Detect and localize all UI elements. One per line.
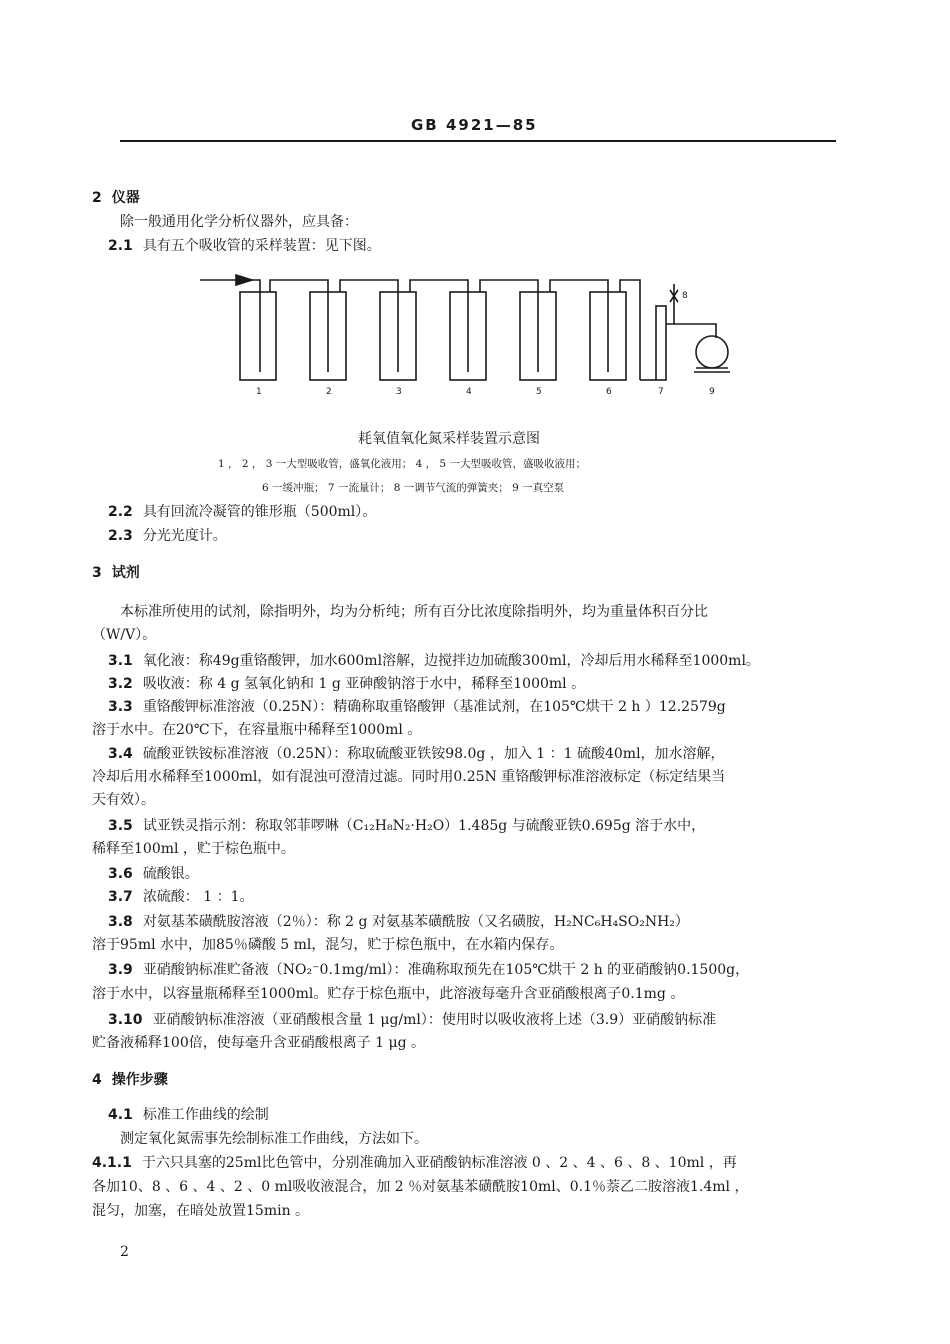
label-6: 6 [606, 387, 612, 397]
vacuum-pump-9 [696, 336, 728, 368]
figure-legend-line-1: 1 ， 2 ， 3 一大型吸收管，盛氧化液用； 4 ， 5 一大型吸收管，盛吸收液用； [218, 458, 586, 470]
header-rule [120, 140, 836, 142]
item-number: 3.8 [108, 914, 133, 930]
item-2-3 [108, 526, 227, 546]
label-5: 5 [536, 387, 542, 397]
section-4-heading [92, 1070, 168, 1090]
label-3: 3 [396, 387, 402, 397]
section-2-title: 仪器 [111, 190, 140, 206]
section-3-intro-line-1: 本标准所使用的试剂，除指明外，均为分析纯；所有百分比浓度除指明外，均为重量体积百分比 [120, 604, 708, 620]
item-3-3-cont: 溶于水中。在20℃下，在容量瓶中稀释至1000ml 。 [92, 722, 422, 738]
section-4-intro: 测定氧化氮需事先绘制标准工作曲线，方法如下。 [120, 1131, 428, 1147]
item-number: 4.1.1 [92, 1155, 132, 1171]
section-3-title: 试剂 [111, 565, 140, 581]
item-number: 4.1 [108, 1107, 133, 1123]
item-3-10-cont: 贮备液稀释100倍，使每毫升含亚硝酸根离子 1 μg 。 [92, 1035, 426, 1051]
section-2-number: 2 [92, 190, 102, 206]
item-number: 2.1 [108, 238, 133, 254]
item-text: 具有回流冷凝管的锥形瓶（500ml）。 [142, 504, 377, 520]
item-text: 对氨基苯磺酰胺溶液（2％）：称 2 g 对氨基苯磺酰胺（又名磺胺，H₂NC₆H₄SO₂NH₂） [142, 914, 689, 930]
item-3-2 [108, 674, 585, 694]
item-3-9 [108, 960, 749, 980]
item-3-10 [108, 1010, 716, 1030]
item-number: 3.3 [108, 699, 133, 715]
item-number: 3.9 [108, 962, 133, 978]
item-text: 于六只具塞的25ml比色管中，分别准确加入亚硝酸钠标准溶液 0 、2 、4 、6 、8 、10ml ，再 [141, 1155, 737, 1171]
item-text: 试亚铁灵指示剂：称取邻菲啰啉（C₁₂H₈N₂·H₂O）1.485g 与硫酸亚铁0.695g 溶于水中， [142, 818, 706, 834]
step-4-1-1-cont-2: 混匀，加塞，在暗处放置15min 。 [92, 1203, 310, 1219]
item-text: 分光光度计。 [142, 528, 227, 544]
item-text: 氧化液：称49g重铬酸钾，加水600ml溶解，边搅拌边加硫酸300ml，冷却后用水稀释至1000ml。 [142, 653, 760, 669]
item-3-1 [108, 651, 760, 671]
item-3-4-cont-1: 冷却后用水稀释至1000ml，如有混浊可澄清过滤。同时用0.25N 重铬酸钾标准溶液标定（标定结果当 [92, 769, 726, 785]
item-number: 2.3 [108, 528, 133, 544]
figure-caption-title: 耗氧值氧化氮采样装置示意图 [358, 431, 540, 447]
item-number: 3.1 [108, 653, 133, 669]
item-number: 3.2 [108, 676, 133, 692]
item-number: 2.2 [108, 504, 133, 520]
item-text: 具有五个吸收管的采样装置：见下图。 [142, 238, 381, 254]
step-4-1-1 [92, 1153, 737, 1173]
item-number: 3.10 [108, 1012, 143, 1028]
item-number: 3.5 [108, 818, 133, 834]
item-3-5 [108, 816, 705, 836]
item-3-3 [108, 697, 726, 717]
section-3-intro-line-2: （W/V）。 [92, 627, 157, 643]
section-4-title: 操作步骤 [111, 1072, 168, 1088]
document-code: GB 4921—85 [411, 116, 538, 134]
label-9: 9 [709, 387, 715, 397]
sampling-apparatus-diagram [196, 262, 756, 404]
subsection-4-1 [108, 1105, 269, 1125]
item-text: 亚硝酸钠标准贮备液（NO₂⁻0.1mg/ml）：准确称取预先在105℃烘干 2 h 的亚硝酸钠0.1500g， [142, 962, 750, 978]
label-8: 8 [682, 291, 688, 301]
item-text: 浓硫酸： 1 ：1。 [142, 889, 254, 905]
section-3-number: 3 [92, 565, 102, 581]
item-text: 重铬酸钾标准溶液（0.25N）：精确称取重铬酸钾（基准试剂，在105℃烘干 2 h ）12.2579g [142, 699, 726, 715]
item-3-8 [108, 912, 689, 932]
section-4-number: 4 [92, 1072, 102, 1088]
step-4-1-1-cont-1: 各加10、8 、6 、4 、2 、0 ml吸收液混合，加 2 ％对氨基苯磺酰胺10ml、0.1％萘乙二胺溶液1.4ml ， [92, 1179, 749, 1195]
section-2-intro: 除一般通用化学分析仪器外，应具备： [120, 214, 358, 230]
flowmeter-7 [656, 306, 666, 380]
item-3-4-cont-2: 天有效）。 [92, 792, 155, 808]
section-2-heading [92, 188, 140, 208]
page-number: 2 [120, 1244, 129, 1260]
item-2-1 [108, 236, 381, 256]
item-text: 亚硝酸钠标准溶液（亚硝酸根含量 1 μg/ml）：使用时以吸收液将上述（3.9）亚硝酸钠标准 [152, 1012, 717, 1028]
item-text: 硫酸银。 [142, 866, 199, 882]
label-4: 4 [466, 387, 472, 397]
item-text: 吸收液：称 4 g 氢氧化钠和 1 g 亚砷酸钠溶于水中，稀释至1000ml 。 [142, 676, 586, 692]
figure-legend-line-2: 6 一缓冲瓶； 7 一流量计； 8 一调节气流的弹簧夹； 9 一真空泵 [262, 482, 565, 494]
label-1: 1 [256, 387, 262, 397]
item-3-5-cont: 稀释至100ml ，贮于棕色瓶中。 [92, 841, 295, 857]
label-7: 7 [658, 387, 664, 397]
item-number: 3.6 [108, 866, 133, 882]
item-number: 3.7 [108, 889, 133, 905]
item-3-8-cont: 溶于95ml 水中，加85％磷酸 5 ml，混匀，贮于棕色瓶中，在水箱内保存。 [92, 937, 564, 953]
item-3-6 [108, 864, 199, 884]
absorption-tube-1 [240, 292, 276, 380]
item-number: 3.4 [108, 746, 133, 762]
section-3-heading [92, 563, 140, 583]
item-3-4 [108, 744, 725, 764]
label-2: 2 [326, 387, 332, 397]
item-text: 标准工作曲线的绘制 [142, 1107, 269, 1123]
item-3-7 [108, 887, 254, 907]
item-3-9-cont: 溶于水中，以容量瓶稀释至1000ml。贮存于棕色瓶中，此溶液每毫升含亚硝酸根离子0.1mg 。 [92, 986, 685, 1002]
item-2-2 [108, 502, 376, 522]
item-text: 硫酸亚铁铵标准溶液（0.25N）：称取硫酸亚铁铵98.0g ，加入 1 ：1 硫酸40ml，加水溶解， [142, 746, 725, 762]
